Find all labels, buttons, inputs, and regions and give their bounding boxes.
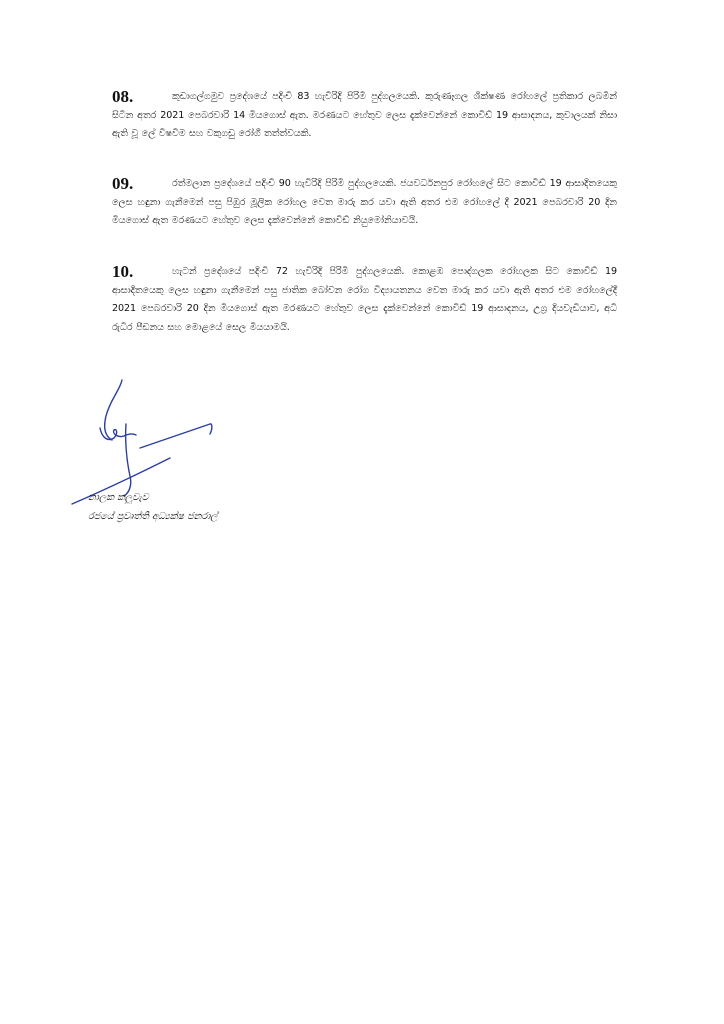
item-text: කුඩාගල්ගමුව ප්‍රදේශයේ පදිංචි 83 හැවිරිදි පිරිමි පුද්ගලයෙකි. කුරුණෑගල ශික්ෂණ රෝහලේ ප්‍රතිකාර ලබමින් සිටින අතර 2021 පෙබරවාරි 14 මියගොස් ඇත. මරණයට හේතුව ලෙස දැක්වෙන්නේ කොවිඩ් 19 ආසාදනය, කුවාලයක් නිසා ඇති වූ ලේ විෂවීම සහ වකුගඩු රෝගී තත්ත්වයකි. [112,91,617,140]
item-number: 10. [112,262,134,281]
list-item [112,175,617,231]
item-text: හැටන් ප්‍රදේශයේ පදිංචි 72 හැවිරිදි පිරිමි පුද්ගලයෙකි. කොළඹ පොද්ගලක රෝහලක සිට කොවිඩ් 19 ආසාදිතයෙකු ලෙස හඳුනා ගැනීමෙන් පසු ජාතික බෝවන රෝග විද්‍යායතනය වෙත මාරු කර යවා ඇති අතර එම රෝහලේදී 2021 පෙබරවාරි 20 දින මියගොස් ඇත මරණයට හේතුව ලෙස දැක්වෙන්නේ කොවිඩ් 19 ආසාදනය, උග්‍ර දියවැඩියාව, අධි රුධිර පීඩනය සහ මොළයේ සෙල මියයාමයි. [112,266,617,333]
item-number: 09. [112,174,134,193]
item-number: 08. [112,87,134,106]
list-item [112,263,617,337]
signatory-block [88,488,218,526]
signatory-title: රජයේ ප්‍රවෘත්ති අධ්‍යක්ෂ ජනරාල් [88,511,218,522]
item-text: රත්මලාන ප්‍රදේශයේ පදිංචි 90 හැවිරිදි පිරිමි පුද්ගලයෙකි. ජයවර්ධනපුර රෝහලේ සිට කොවිඩ් 19 ආසාදිතයෙකු ලෙස හඳුනා ගැනීමෙන් පසු පිඹුර මූලික රෝහල වෙත මාරු කර යවා ඇති අතර එම රෝහලේ දී 2021 පෙබරවාරි 20 දින මියගොස් ඇත මරණයට හේතුව ලෙස දැක්වෙන්නේ කොවිඩ් නියුමෝනියාවයි. [112,178,617,227]
signatory-name: නාලක කලුවැව [88,492,149,503]
list-item [112,88,617,144]
